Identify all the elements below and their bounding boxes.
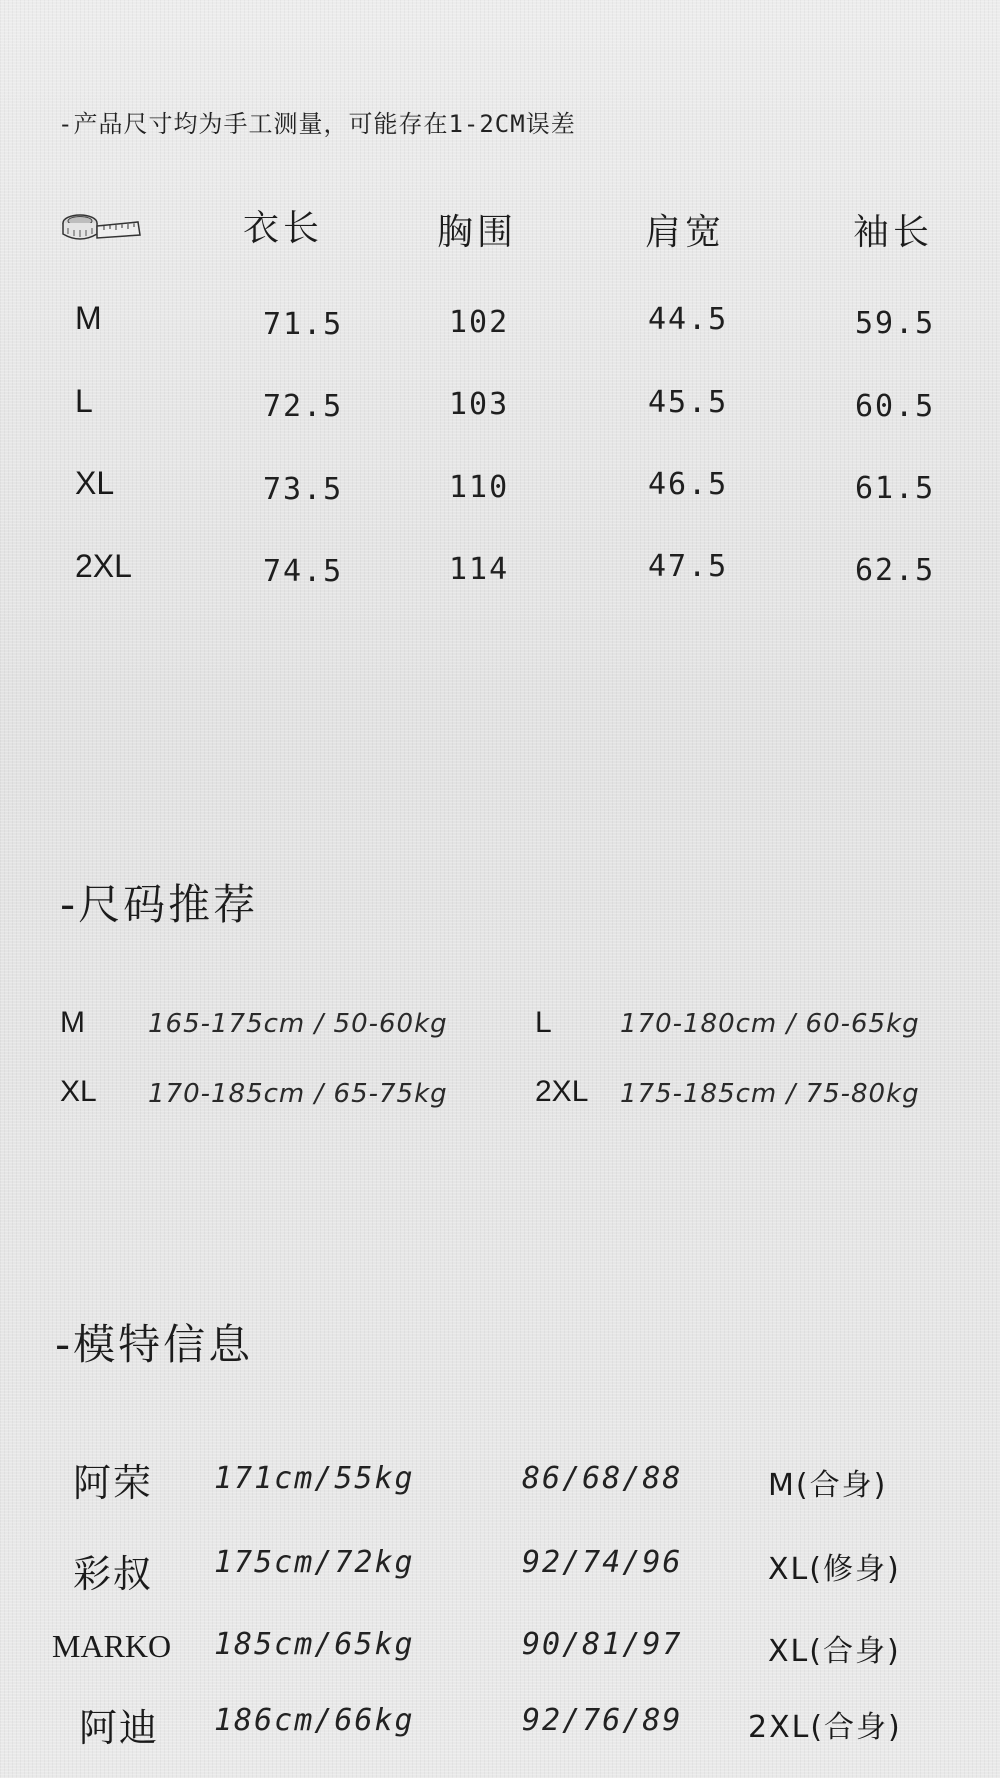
- model-name: 阿荣: [73, 1461, 154, 1505]
- table-cell: 45.5: [648, 385, 729, 420]
- model-fit: 2XL(合身): [748, 1710, 902, 1745]
- table-cell: 44.5: [648, 302, 729, 337]
- model-measure: 90/81/97: [522, 1627, 683, 1662]
- header-shoulder: 肩宽: [645, 212, 726, 253]
- recommend-range: 165-175cm / 50-60kg: [148, 1009, 448, 1039]
- section-title-models: -模特信息: [55, 1320, 254, 1369]
- table-cell: 103: [449, 387, 510, 422]
- measurement-note: -产品尺寸均为手工测量，可能存在1-2CM误差: [58, 110, 576, 138]
- table-row-size: M: [75, 300, 102, 336]
- recommend-range: 175-185cm / 75-80kg: [620, 1079, 920, 1109]
- table-row-size: 2XL: [75, 548, 132, 584]
- model-fit: XL(合身): [768, 1634, 901, 1669]
- recommend-size: M: [60, 1006, 85, 1039]
- header-length: 衣长: [243, 208, 324, 249]
- section-title-recommend: -尺码推荐: [60, 880, 259, 929]
- table-cell: 72.5: [263, 389, 344, 424]
- model-fit: XL(修身): [768, 1552, 901, 1587]
- table-cell: 47.5: [648, 549, 729, 584]
- table-cell: 46.5: [648, 467, 729, 502]
- model-name: MARKO: [52, 1628, 172, 1664]
- model-name: 彩叔: [73, 1552, 154, 1596]
- model-body: 175cm/72kg: [214, 1545, 415, 1580]
- table-cell: 62.5: [855, 553, 936, 588]
- table-cell: 61.5: [855, 471, 936, 506]
- measuring-tape-icon: [60, 208, 142, 246]
- table-cell: 102: [449, 305, 510, 340]
- table-cell: 60.5: [855, 389, 936, 424]
- model-body: 171cm/55kg: [214, 1461, 415, 1496]
- table-row-size: L: [75, 383, 93, 419]
- table-cell: 59.5: [855, 306, 936, 341]
- table-cell: 71.5: [263, 307, 344, 342]
- recommend-size: XL: [60, 1075, 97, 1108]
- table-cell: 110: [449, 470, 510, 505]
- model-measure: 86/68/88: [522, 1461, 683, 1496]
- model-measure: 92/74/96: [522, 1545, 683, 1580]
- header-sleeve: 袖长: [853, 212, 934, 253]
- recommend-size: L: [535, 1006, 552, 1039]
- model-body: 186cm/66kg: [214, 1703, 415, 1738]
- model-body: 185cm/65kg: [214, 1627, 415, 1662]
- recommend-range: 170-185cm / 65-75kg: [148, 1079, 448, 1109]
- table-cell: 74.5: [263, 554, 344, 589]
- model-fit: M(合身): [768, 1468, 888, 1503]
- recommend-size: 2XL: [535, 1075, 589, 1108]
- table-cell: 114: [449, 552, 510, 587]
- header-chest: 胸围: [437, 212, 518, 253]
- model-name: 阿迪: [79, 1706, 160, 1750]
- table-cell: 73.5: [263, 472, 344, 507]
- recommend-range: 170-180cm / 60-65kg: [620, 1009, 920, 1039]
- table-row-size: XL: [75, 465, 115, 501]
- model-measure: 92/76/89: [522, 1703, 683, 1738]
